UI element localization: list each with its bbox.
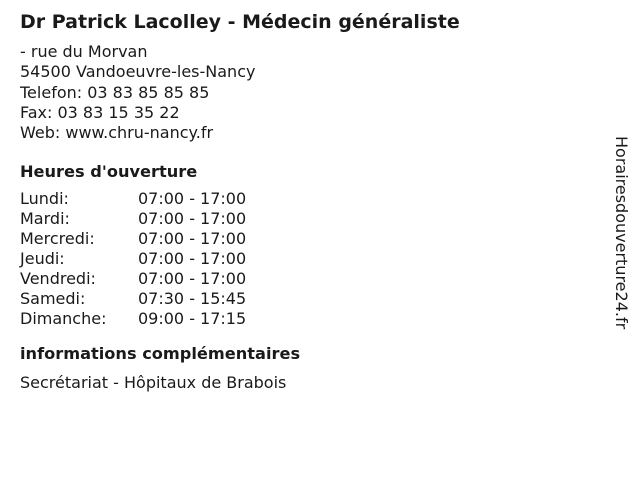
hours-time: 09:00 - 17:15 bbox=[138, 309, 247, 329]
hours-day: Dimanche: bbox=[20, 309, 107, 329]
hours-day: Jeudi: bbox=[20, 249, 65, 269]
website: Web: www.chru-nancy.fr bbox=[20, 123, 214, 143]
hours-row bbox=[20, 189, 246, 209]
hours-day: Samedi: bbox=[20, 289, 86, 309]
address-city: 54500 Vandoeuvre-les-Nancy bbox=[20, 62, 256, 82]
hours-heading: Heures d'ouverture bbox=[20, 162, 198, 182]
phone-number: Telefon: 03 83 85 85 85 bbox=[20, 82, 210, 102]
hours-day: Mercredi: bbox=[20, 229, 95, 249]
hours-table bbox=[20, 189, 246, 329]
hours-time: 07:00 - 17:00 bbox=[138, 229, 247, 249]
hours-day: Mardi: bbox=[20, 209, 70, 229]
address-street: - rue du Morvan bbox=[20, 42, 148, 61]
hours-row bbox=[20, 249, 246, 269]
hours-time: 07:00 - 17:00 bbox=[138, 249, 247, 269]
hours-day: Lundi: bbox=[20, 189, 69, 209]
hours-time: 07:00 - 17:00 bbox=[138, 269, 247, 289]
hours-time: 07:30 - 15:45 bbox=[138, 289, 247, 309]
hours-row bbox=[20, 309, 246, 329]
address-block bbox=[20, 42, 600, 143]
business-card bbox=[20, 9, 600, 393]
fax-number: Fax: 03 83 15 35 22 bbox=[20, 102, 180, 122]
hours-row bbox=[20, 209, 246, 229]
hours-row bbox=[20, 229, 246, 249]
page-title: Dr Patrick Lacolley - Médecin généraliste bbox=[20, 11, 460, 33]
hours-time: 07:00 - 17:00 bbox=[138, 189, 247, 209]
info-text: Secrétariat - Hôpitaux de Brabois bbox=[20, 373, 287, 393]
info-heading: informations complémentaires bbox=[20, 344, 301, 364]
hours-time: 07:00 - 17:00 bbox=[138, 209, 247, 229]
site-watermark: Horairesdouverture24.fr bbox=[612, 136, 631, 330]
hours-day: Vendredi: bbox=[20, 269, 96, 289]
hours-row bbox=[20, 269, 246, 289]
hours-row bbox=[20, 289, 246, 309]
